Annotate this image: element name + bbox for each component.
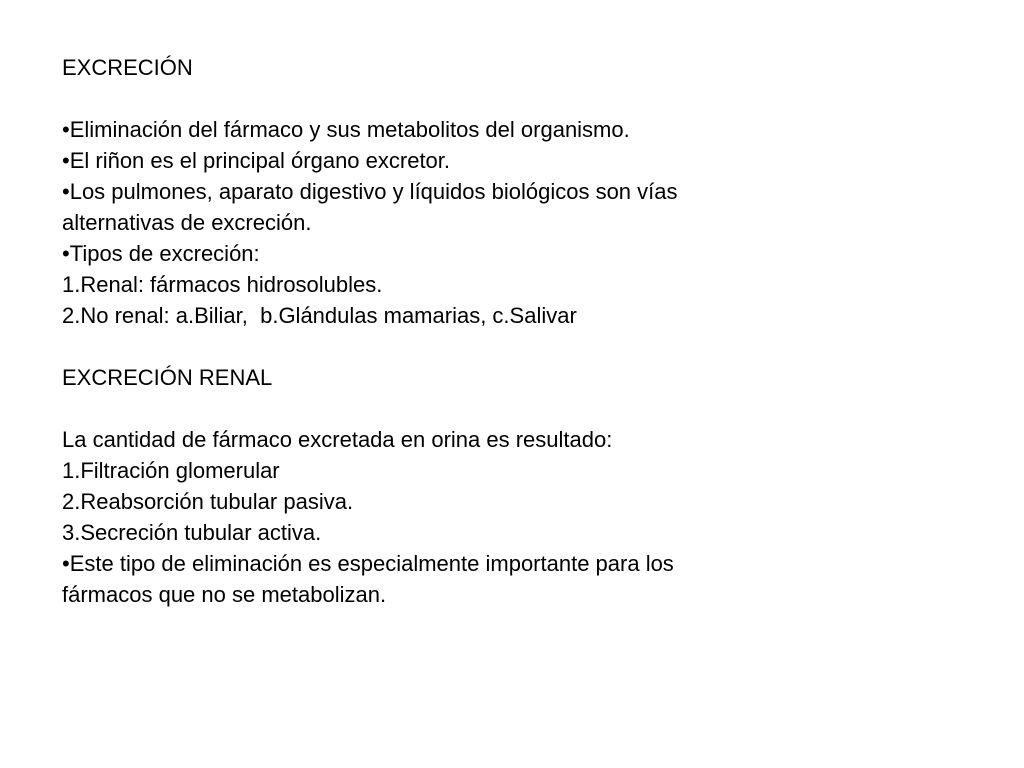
list-item-secrecion: 3.Secreción tubular activa. [62, 520, 322, 545]
list-item-reabsorcion: 2.Reabsorción tubular pasiva. [62, 489, 354, 514]
bullet-importante-continued: fármacos que no se metabolizan. [62, 582, 387, 607]
bullet-pulmones: •Los pulmones, aparato digestivo y líquidos biológicos son vías [62, 179, 678, 204]
bullet-pulmones-continued: alternativas de excreción. [62, 210, 312, 235]
bullet-importante: •Este tipo de eliminación es especialmente importante para los [62, 551, 674, 576]
slide-content [62, 52, 962, 610]
spacer [62, 331, 962, 362]
list-item-filtracion: 1.Filtración glomerular [62, 458, 280, 483]
bullet-tipos: •Tipos de excreción: [62, 241, 260, 266]
paragraph-cantidad: La cantidad de fármaco excretada en orina es resultado: [62, 427, 613, 452]
spacer [62, 393, 962, 424]
section-heading-excrecion: EXCRECIÓN [62, 55, 193, 80]
bullet-rinon: •El riñon es el principal órgano excretor. [62, 148, 451, 173]
section-heading-excrecion-renal: EXCRECIÓN RENAL [62, 365, 273, 390]
list-item-renal: 1.Renal: fármacos hidrosolubles. [62, 272, 383, 297]
list-item-no-renal: 2.No renal: a.Biliar, b.Glándulas mamarias, c.Salivar [62, 303, 577, 328]
bullet-eliminacion: •Eliminación del fármaco y sus metabolitos del organismo. [62, 117, 630, 142]
spacer [62, 83, 962, 114]
